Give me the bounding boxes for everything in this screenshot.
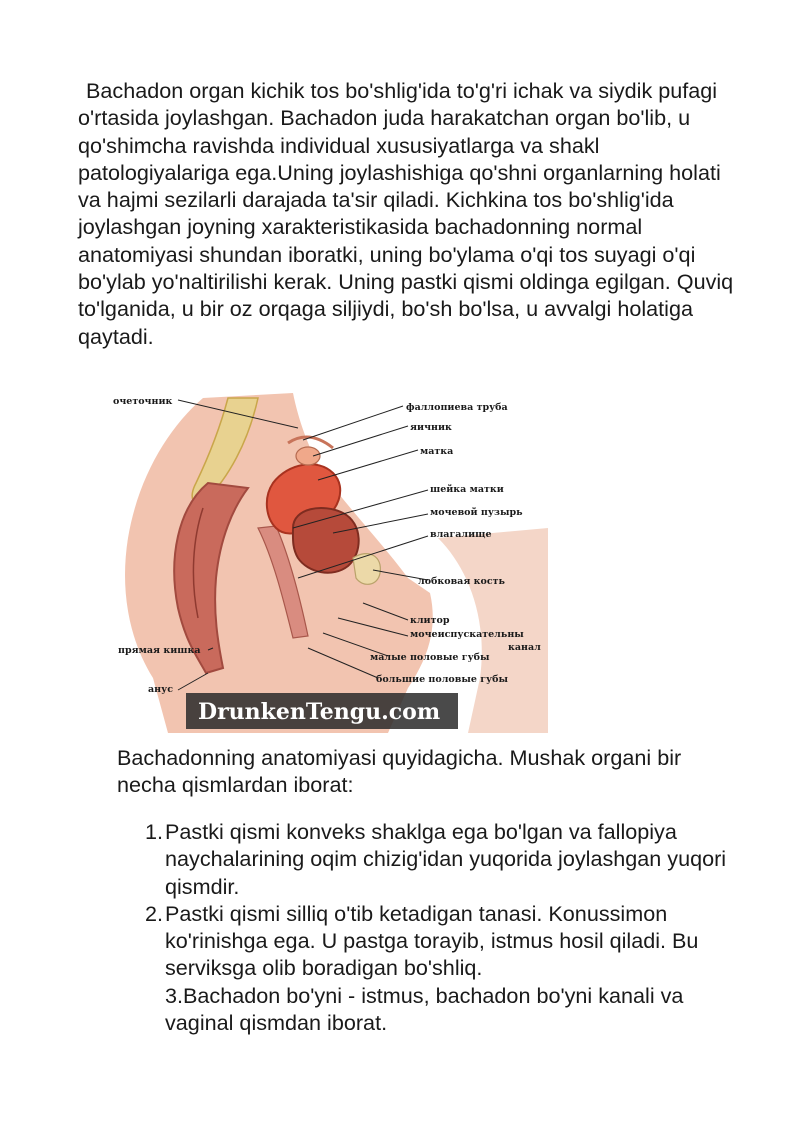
label-labia-majora: большие половые губы (376, 674, 508, 685)
label-vagina: влагалище (430, 529, 492, 540)
label-coccyx: очеточник (113, 396, 173, 407)
label-pubic-bone: лобковая кость (418, 576, 505, 587)
anatomy-intro: Bachadonning anatomiyasi quyidagicha. Mushak organi bir necha qismlardan iborat: (117, 745, 682, 798)
label-anus: анус (148, 684, 173, 695)
label-urethra: мочеиспускательны (410, 629, 524, 640)
label-clitoris: клитор (410, 615, 450, 626)
list-item-number: 1. (144, 819, 163, 844)
label-cervix: шейка матки (430, 484, 504, 495)
label-uterus: матка (420, 446, 454, 457)
label-ovary: яичник (410, 422, 452, 433)
label-rectum: прямая кишка (118, 645, 201, 656)
label-labia-minora: малые половые губы (370, 652, 490, 663)
list-item-text: Pastki qismi konveks shaklga ega bo'lgan va fallopiya naychalarining oqim chizig'idan yuqorida joylashgan yuqori qismdir. (165, 819, 727, 899)
watermark-text: DrunkenTengu.com (198, 699, 441, 725)
parts-list (117, 818, 757, 1036)
label-urethra-canal: канал (508, 642, 541, 653)
intro-paragraph: Bachadon organ kichik tos bo'shlig'ida to'g'ri ichak va siydik pufagi o'rtasida joylashgan. Bachadon juda harakatchan organ bo'lib, u qo'shimcha ravishda individual xususiyatlarga va shakl patologiyalariga ega.Uning joylashishiga qo'shni organlarning holati va hajmi sezilarli darajada ta'sir qiladi. Kichkina tos bo'shlig'ida joylashgan joyning xarakteristikasida bachadonning normal anatomiyasi shundan iboratki, uning bo'ylama o'qi tos suyagi o'qi bo'ylab yo'naltirilishi kerak. Uning pastki qismi oldinga egilgan. Quviq to'lganida, u bir oz orqaga siljiydi, bo'sh bo'lsa, u avvalgi holatiga qaytadi. (78, 78, 734, 349)
list-item (117, 900, 757, 1036)
label-bladder: мочевой пузырь (430, 507, 523, 518)
list-item-text: Pastki qismi silliq o'tib ketadigan tanasi. Konussimon ko'rinishga ega. U pastga torayib, istmus hosil qiladi. Bu serviksga olib boradigan bo'shliq. 3.Bachadon bo'yni - istmus, bachadon bo'yni kanali va vaginal qismdan iborat. (165, 900, 699, 1036)
label-fallopian-tube: фаллопиева труба (406, 402, 508, 413)
anatomy-illustration (108, 388, 548, 733)
list-item-number: 2. (144, 900, 163, 926)
list-item (117, 818, 757, 900)
